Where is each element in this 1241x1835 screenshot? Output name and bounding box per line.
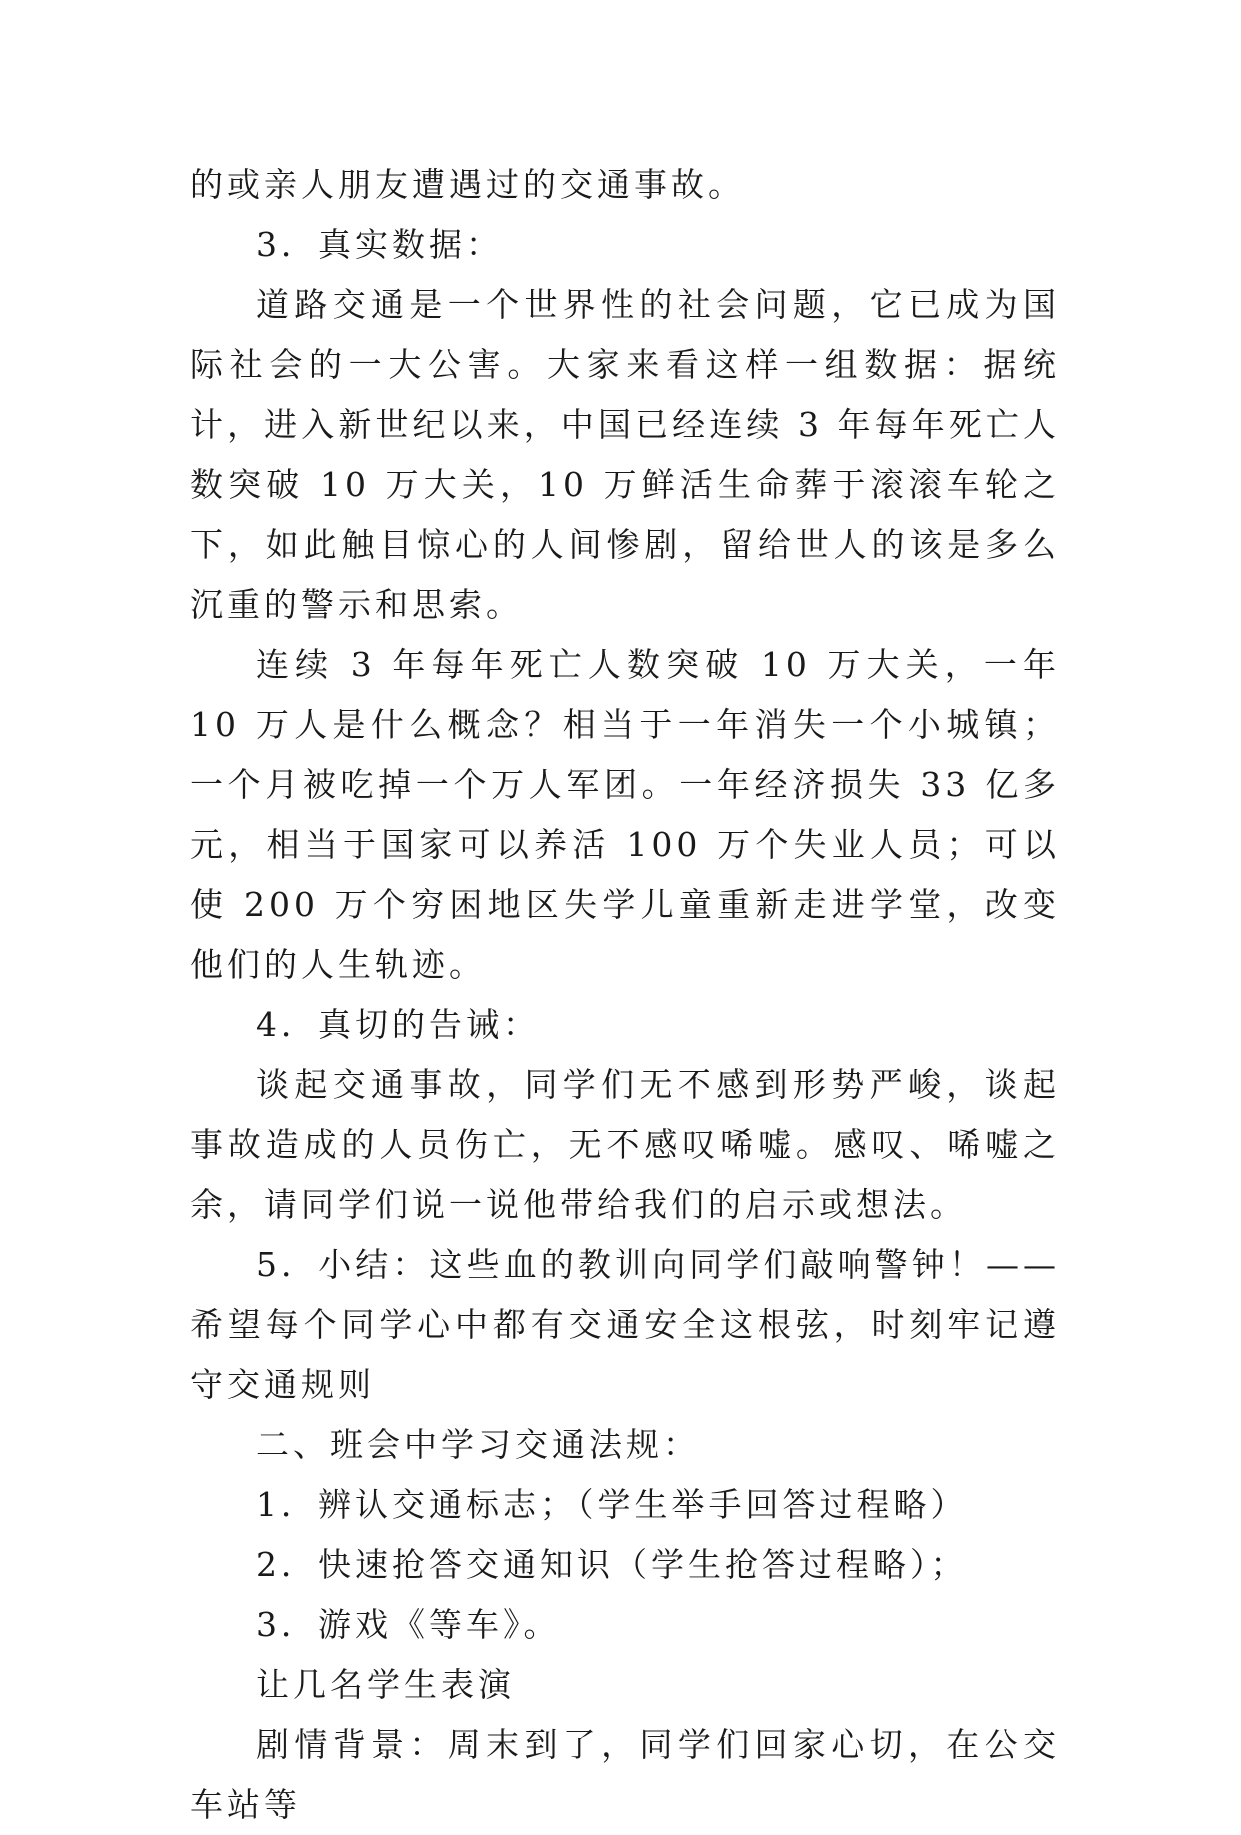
list-item-traffic-signs: 1．辨认交通标志；（学生举手回答过程略） [256, 1485, 968, 1524]
list-item-quick-quiz: 2．快速抢答交通知识（学生抢答过程略）； [256, 1545, 968, 1584]
heading-learn-regulations: 二、班会中学习交通法规： [256, 1425, 700, 1464]
paragraph-summary: 5．小结：这些血的教训向同学们敲响警钟！——希望每个同学心中都有交通安全这根弦，时刻牢记遵守交通规则 [190, 1245, 1060, 1404]
document-body [190, 155, 1060, 1835]
paragraph-students-perform: 让几名学生表演 [256, 1665, 515, 1704]
heading-real-data: 3．真实数据： [256, 225, 503, 264]
paragraph-plot-background: 剧情背景：周末到了，同学们回家心切，在公交车站等 [190, 1725, 1060, 1824]
paragraph-continuation: 的或亲人朋友遭遇过的交通事故。 [190, 165, 745, 204]
paragraph-traffic-problem: 道路交通是一个世界性的社会问题，它已成为国际社会的一大公害。大家来看这样一组数据：据统计，进入新世纪以来，中国已经连续 3 年每年死亡人数突破 10 万大关，10 万鲜活生命葬于滚滚车轮之下，如此触目惊心的人间惨剧，留给世人的该是多么沉重的警示和思索。 [190, 285, 1060, 624]
paragraph-discussion: 谈起交通事故，同学们无不感到形势严峻，谈起事故造成的人员伤亡，无不感叹唏嘘。感叹、唏嘘之余，请同学们说一说他带给我们的启示或想法。 [190, 1065, 1060, 1224]
list-item-game: 3．游戏《等车》。 [256, 1605, 561, 1644]
heading-warning: 4．真切的告诫： [256, 1005, 540, 1044]
paragraph-death-statistics: 连续 3 年每年死亡人数突破 10 万大关，一年 10 万人是什么概念？相当于一年消失一个小城镇；一个月被吃掉一个万人军团。一年经济损失 33 亿多元，相当于国家可以养活 100 万个失业人员；可以使 200 万个穷困地区失学儿童重新走进学堂，改变他们的人生轨迹。 [190, 645, 1060, 984]
